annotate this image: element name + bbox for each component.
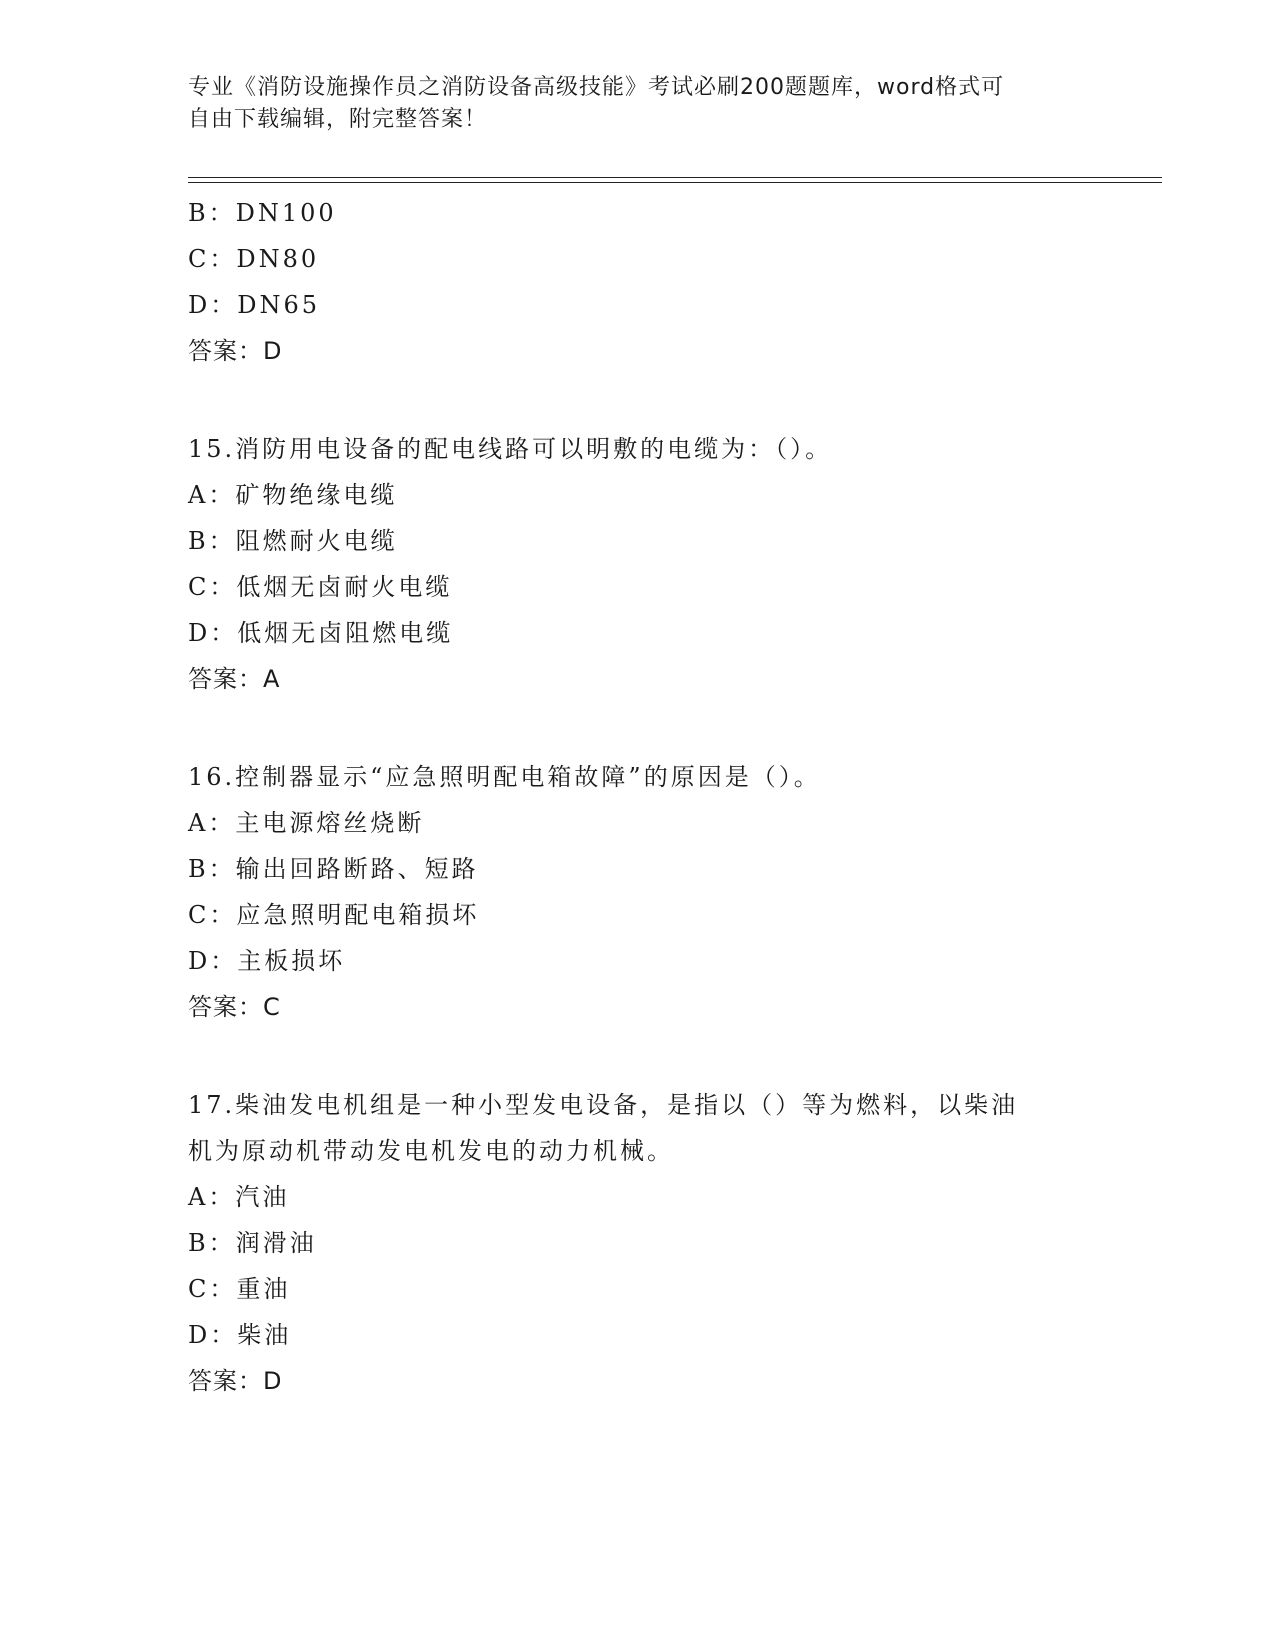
answer: 答案：D [188,337,283,365]
question-16 [188,754,1088,1030]
answer: 答案：D [188,1367,283,1395]
option-b: B：输出回路断路、短路 [188,855,479,883]
header-divider-top [188,177,1162,178]
option-a: A：主电源熔丝烧断 [188,809,425,837]
header-line-1: 专业《消防设施操作员之消防设备高级技能》考试必刷200题题库，word格式可 [188,75,1005,100]
option-d: D：低烟无卤阻燃电缆 [188,619,454,647]
option-c: C：重油 [188,1275,291,1303]
question-stem-line-2: 机为原动机带动发电机发电的动力机械。 [188,1137,674,1165]
spacer [188,1030,1088,1082]
option-b: B：润滑油 [188,1229,317,1257]
option-b: B：DN100 [188,199,337,227]
option-c: C：低烟无卤耐火电缆 [188,573,453,601]
question-17 [188,1082,1088,1404]
document-header [188,72,1088,136]
answer: 答案：C [188,993,281,1021]
question-14-tail [188,190,1088,374]
option-a: A：矿物绝缘电缆 [188,481,398,509]
option-d: D：DN65 [188,291,321,319]
spacer [188,702,1088,754]
spacer [188,374,1088,426]
option-c: C：DN80 [188,245,320,273]
option-b: B：阻燃耐火电缆 [188,527,398,555]
question-15 [188,426,1088,702]
question-stem: 15.消防用电设备的配电线路可以明敷的电缆为：（）。 [188,435,833,463]
question-stem-line-1: 17.柴油发电机组是一种小型发电设备，是指以（）等为燃料，以柴油 [188,1091,1019,1119]
question-stem: 16.控制器显示“应急照明配电箱故障”的原因是（）。 [188,763,821,791]
option-a: A：汽油 [188,1183,290,1211]
header-divider-bottom [188,182,1162,183]
header-line-2: 自由下载编辑，附完整答案！ [188,107,488,132]
option-c: C：应急照明配电箱损坏 [188,901,480,929]
question-list [188,190,1088,1404]
answer: 答案：A [188,665,281,693]
option-d: D：主板损坏 [188,947,346,975]
option-d: D：柴油 [188,1321,292,1349]
